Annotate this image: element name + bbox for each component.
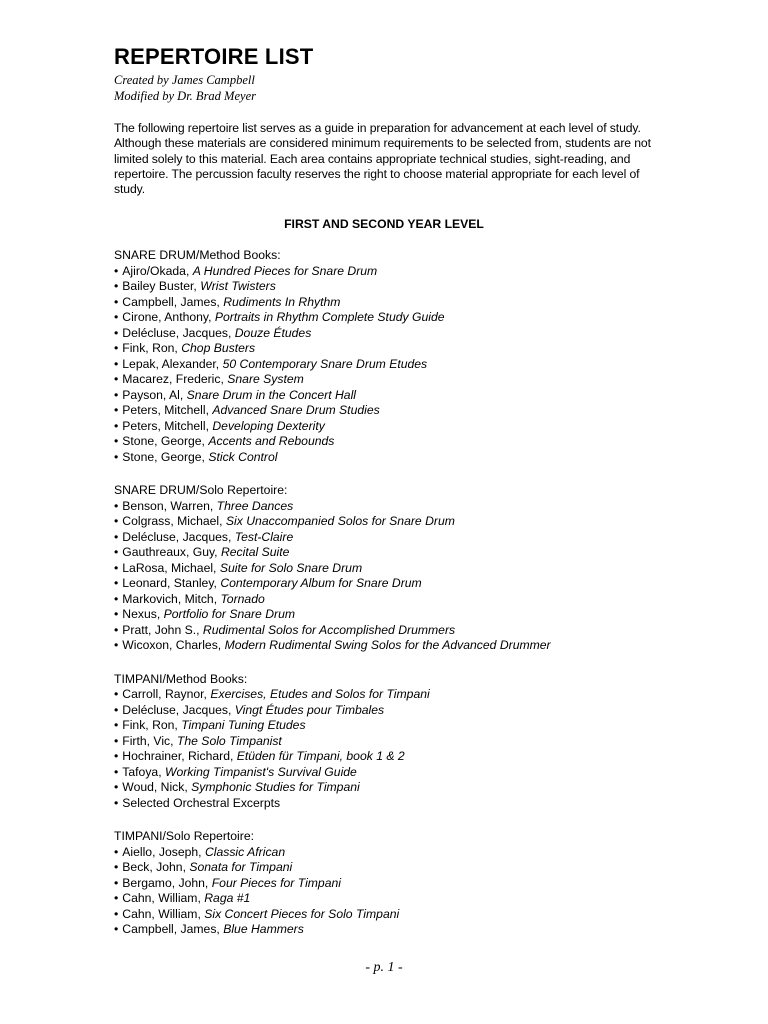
item-work-title: Sonata for Timpani [189,860,293,875]
bullet: • [114,576,119,591]
list-item [114,372,654,388]
item-author: Ajiro/Okada, [122,263,190,278]
list-item [114,749,654,765]
list-item [114,922,654,938]
item-author: Nexus, [122,607,161,622]
bullet: • [114,449,119,464]
section-title: SNARE DRUM/Method Books: [114,248,281,263]
item-author: Stone, George, [122,449,205,464]
item-author: Wicoxon, Charles, [122,638,222,653]
item-author: Markovich, Mitch, [122,591,218,606]
item-work-title: Blue Hammers [223,922,304,937]
item-work-title: Recital Suite [220,545,290,560]
list-item [114,295,654,311]
bullet: • [114,860,119,875]
list-item [114,765,654,781]
item-author: Colgrass, Michael, [122,514,223,529]
item-author: Beck, John, [122,860,186,875]
bullet: • [114,529,119,544]
intro-paragraph: The following repertoire list serves as a guide in preparation for advancement at each level of study. Although these materials are considered minimum requirements to be selected from, students are not limited solely to this material. Each area contains appropriate technical studies, sight-reading, and repertoire. The percussion faculty reserves the right to choose material appropriate for each level of study. [114,121,651,197]
modified-by: Modified by Dr. Brad Meyer [114,89,256,103]
bullet: • [114,795,119,810]
item-work-title: Snare System [227,372,304,387]
bullet: • [114,434,119,449]
list-item [114,638,654,654]
item-work-title: Working Timpanist's Survival Guide [164,764,357,779]
list-item [114,499,654,515]
bullet: • [114,591,119,606]
item-work-title: Douze Études [234,325,312,340]
item-author: Cahn, William, [122,906,201,921]
item-work-title: The Solo Timpanist [176,733,282,748]
item-author: Peters, Mitchell, [122,418,209,433]
bullet: • [114,545,119,560]
item-work-title: Symphonic Studies for Timpani [191,780,360,795]
item-author: Delécluse, Jacques, [122,702,232,717]
bullet: • [114,922,119,937]
item-author: LaRosa, Michael, [122,560,217,575]
list-item [114,434,654,450]
repertoire-section [114,672,654,812]
bullet: • [114,356,119,371]
repertoire-section [114,483,654,654]
created-by: Created by James Campbell [114,73,255,87]
list-item [114,876,654,892]
item-author: Hochrainer, Richard, [122,749,234,764]
item-author: Pratt, John S., [122,622,200,637]
item-author: Stone, George, [122,434,205,449]
item-author: Campbell, James, [122,294,220,309]
page-title: REPERTOIRE LIST [114,44,314,69]
bullet: • [114,263,119,278]
bullet: • [114,891,119,906]
item-author: Benson, Warren, [122,498,214,513]
item-author: Fink, Ron, [122,341,178,356]
bullet: • [114,279,119,294]
item-author: Peters, Mitchell, [122,403,209,418]
list-item [114,530,654,546]
list-item [114,891,654,907]
section-title: TIMPANI/Solo Repertoire: [114,829,254,844]
item-author: Aiello, Joseph, [122,844,202,859]
list-item [114,607,654,623]
item-work-title: Six Concert Pieces for Solo Timpani [204,906,400,921]
item-work-title: Wrist Twisters [200,279,276,294]
item-work-title: Portraits in Rhythm Complete Study Guide [214,310,445,325]
list-item [114,860,654,876]
item-work-title: Contemporary Album for Snare Drum [220,576,422,591]
bullet: • [114,702,119,717]
bullet: • [114,780,119,795]
item-author: Delécluse, Jacques, [122,529,232,544]
item-author: Selected Orchestral Excerpts [122,795,281,810]
repertoire-section [114,829,654,938]
list-item [114,326,654,342]
bullet: • [114,622,119,637]
item-author: Cahn, William, [122,891,201,906]
bullet: • [114,733,119,748]
bullet: • [114,310,119,325]
bullet: • [114,638,119,653]
item-author: Tafoya, [122,764,162,779]
item-work-title: Suite for Solo Snare Drum [219,560,363,575]
item-work-title: Portfolio for Snare Drum [163,607,296,622]
repertoire-sections [114,248,654,938]
list-item [114,734,654,750]
bullet: • [114,844,119,859]
level-heading: FIRST AND SECOND YEAR LEVEL [284,217,484,232]
item-author: Cirone, Anthony, [122,310,212,325]
list-item [114,357,654,373]
item-author: Campbell, James, [122,922,220,937]
list-item [114,780,654,796]
item-author: Woud, Nick, [122,780,188,795]
list-item [114,403,654,419]
list-item [114,545,654,561]
bullet: • [114,764,119,779]
repertoire-section [114,248,654,465]
bullet: • [114,387,119,402]
item-work-title: A Hundred Pieces for Snare Drum [192,263,378,278]
section-title: SNARE DRUM/Solo Repertoire: [114,483,288,498]
list-item [114,576,654,592]
item-author: Firth, Vic, [122,733,174,748]
repertoire-list [114,845,654,938]
list-item [114,388,654,404]
bullet: • [114,498,119,513]
bullet: • [114,294,119,309]
item-work-title: Etüden für Timpani, book 1 & 2 [236,749,405,764]
item-author: Gauthreaux, Guy, [122,545,218,560]
bullet: • [114,514,119,529]
bullet: • [114,906,119,921]
item-work-title: Six Unaccompanied Solos for Snare Drum [225,514,455,529]
item-author: Leonard, Stanley, [122,576,217,591]
item-author: Macarez, Frederic, [122,372,224,387]
item-work-title: Chop Busters [181,341,256,356]
list-item [114,561,654,577]
item-author: Bergamo, John, [122,875,209,890]
item-work-title: Test-Claire [234,529,294,544]
list-item [114,687,654,703]
list-item [114,450,654,466]
bullet: • [114,372,119,387]
item-author: Fink, Ron, [122,718,178,733]
item-work-title: Modern Rudimental Swing Solos for the Advanced Drummer [224,638,551,653]
list-item [114,718,654,734]
bullet: • [114,403,119,418]
repertoire-list [114,687,654,811]
list-item [114,845,654,861]
repertoire-list [114,499,654,654]
bullet: • [114,607,119,622]
item-work-title: Developing Dexterity [212,418,325,433]
item-work-title: Accents and Rebounds [208,434,335,449]
list-item [114,623,654,639]
item-work-title: Rudimental Solos for Accomplished Drummers [202,622,456,637]
item-work-title: Classic African [204,844,286,859]
item-work-title: 50 Contemporary Snare Drum Etudes [222,356,428,371]
bullet: • [114,325,119,340]
bullet: • [114,875,119,890]
repertoire-list [114,264,654,466]
item-work-title: Rudiments In Rhythm [223,294,341,309]
bullet: • [114,718,119,733]
item-work-title: Vingt Études pour Timbales [234,702,385,717]
list-item [114,796,654,812]
item-work-title: Four Pieces for Timpani [211,875,341,890]
list-item [114,264,654,280]
item-work-title: Tornado [220,591,265,606]
list-item [114,907,654,923]
bullet: • [114,749,119,764]
item-work-title: Stick Control [208,449,278,464]
item-author: Lepak, Alexander, [122,356,220,371]
item-author: Delécluse, Jacques, [122,325,232,340]
list-item [114,279,654,295]
item-author: Payson, Al, [122,387,184,402]
bullet: • [114,560,119,575]
item-work-title: Raga #1 [204,891,251,906]
list-item [114,514,654,530]
bullet: • [114,341,119,356]
item-work-title: Exercises, Etudes and Solos for Timpani [210,687,430,702]
bullet: • [114,418,119,433]
item-work-title: Three Dances [216,498,294,513]
item-author: Bailey Buster, [122,279,197,294]
item-work-title: Advanced Snare Drum Studies [212,403,380,418]
bullet: • [114,687,119,702]
list-item [114,310,654,326]
item-work-title: Snare Drum in the Concert Hall [186,387,356,402]
section-title: TIMPANI/Method Books: [114,671,248,686]
item-work-title: Timpani Tuning Etudes [181,718,306,733]
list-item [114,592,654,608]
list-item [114,341,654,357]
item-author: Carroll, Raynor, [122,687,207,702]
list-item [114,703,654,719]
document-page [114,42,654,938]
page-number: - p. 1 - [365,960,403,975]
list-item [114,419,654,435]
